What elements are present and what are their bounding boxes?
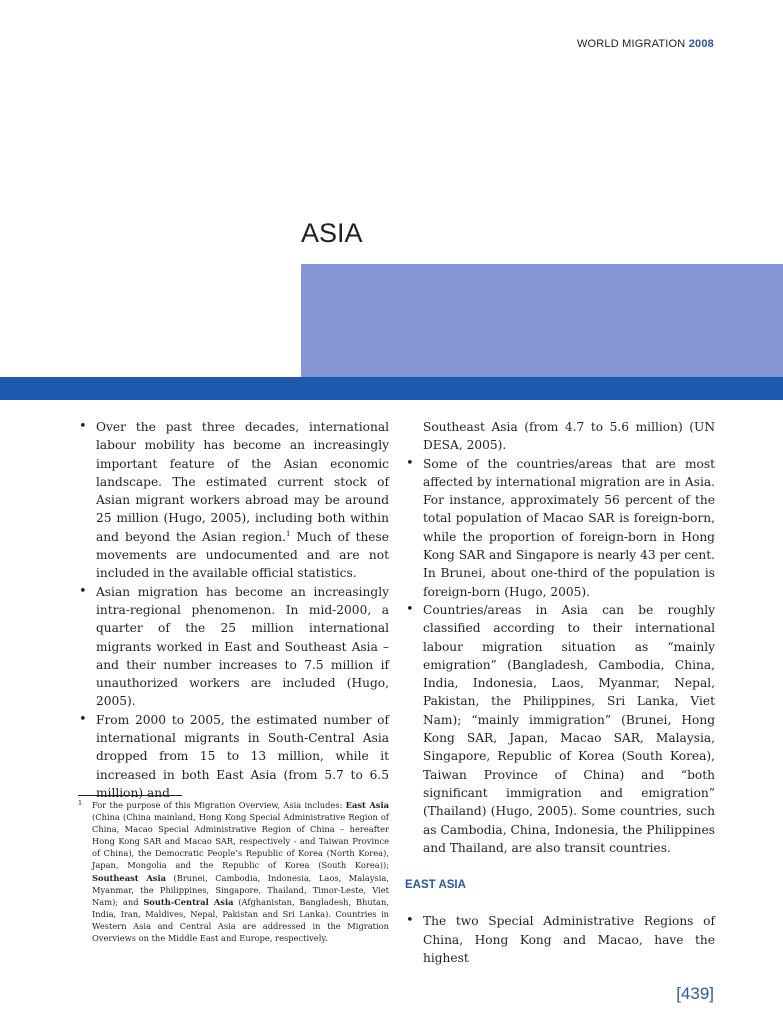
footnote-text: For the purpose of this Migration Overview, Asia includes: <box>92 800 346 810</box>
bullet-text: Asian migration has become an increasingly intra-regional phenomenon. In mid-2000, a quarter of the 25 million international migrants worked in East and Southeast Asia – and their number increases to 7.5 million if unauthorized workers are included (Hugo, 2005). <box>96 584 389 709</box>
publication-name: WORLD MIGRATION <box>576 38 686 50</box>
footnote-text: (Afghanistan, Bangladesh, Bhutan, India, Iran, Maldives, Nepal, Pakistan and Sri Lanka). Countries in Western Asia and Central Asia are addressed in the Migration Overviews on the Middle East and Europe, respectively. <box>92 896 389 944</box>
chapter-title: ASIA <box>301 218 363 248</box>
running-header <box>577 38 714 50</box>
bullet-item <box>78 418 389 583</box>
bullet-text: From 2000 to 2005, the estimated number of international migrants in South-Central Asia dropped from 15 to 13 million, while it increased in both East Asia (from 5.7 to 6.5 million) and <box>96 712 389 800</box>
publication-year: 2008 <box>688 38 714 50</box>
bullet-item <box>405 912 715 967</box>
bullet-text: Countries/areas in Asia can be roughly classified according to their international labour migration situation as “mainly emigration” (Bangladesh, Cambodia, China, India, Indonesia, Laos, Myanmar, Nepal, Pakistan, the Philippines, Sri Lanka, Viet Nam); “mainly immigration” (Brunei, Hong Kong SAR, Japan, Macao SAR, Malaysia, Singapore, Republic of Korea (South Korea), Taiwan Province of China) and “both significant immigration and emigration” (Thailand) (Hugo, 2005). Some countries, such as Cambodia, China, Indonesia, the Philippines and Thailand, are also transit countries. <box>423 602 715 855</box>
footnote-divider <box>78 795 182 796</box>
bullet-text: Some of the countries/areas that are most affected by international migration are in Asia. For instance, approximately 56 percent of the total population of Macao SAR is foreign-born, while the proportion of foreign-born in Hong Kong SAR and Singapore is nearly 43 per cent. In Brunei, about one-third of the population is foreign-born (Hugo, 2005). <box>423 456 715 599</box>
bullet-text: The two Special Administrative Regions of China, Hong Kong and Macao, have the highest <box>423 914 715 966</box>
bullet-item <box>78 711 389 802</box>
footnote-region-south-central-asia: South-Central Asia <box>143 896 234 907</box>
left-column <box>78 418 389 802</box>
footnote-body <box>78 799 389 944</box>
bullet-icon: • <box>79 583 87 599</box>
bullet-item <box>405 601 715 857</box>
footnote <box>78 799 389 944</box>
footnote-region-east-asia: East Asia <box>345 800 389 810</box>
footnote-reference: 1 <box>285 529 291 538</box>
bullet-continuation: Southeast Asia (from 4.7 to 5.6 million) (UN DESA, 2005). <box>423 420 715 453</box>
bullet-text: Much of these movements are undocumented and are not included in the available official statistics. <box>96 529 389 581</box>
decorative-dark-band <box>0 377 783 400</box>
bullet-icon: • <box>79 419 87 434</box>
bullet-icon: • <box>406 913 414 929</box>
footnote-text: (China (China mainland, Hong Kong Special Administrative Region of China, Macao Special Administrative Region of China – hereafter Hong Kong SAR and Macao SAR, respectively - and Taiwan Province of China), the Democratic People’s Republic of Korea (North Korea), Japan, Mongolia and the Republic of Korea (South Korea)); <box>92 812 389 871</box>
footnote-number: 1 <box>78 799 83 807</box>
footnote-region-southeast-asia: Southeast Asia <box>92 872 166 883</box>
bullet-text: Over the past three decades, international labour mobility has become an increasingly important feature of the Asian economic landscape. The estimated current stock of Asian migrant workers abroad may be around 25 million (Hugo, 2005), including both within and beyond the Asian region. <box>96 420 389 544</box>
decorative-light-band <box>301 264 783 377</box>
bullet-item <box>405 455 715 601</box>
footnote-text: (Brunei, Cambodia, Indonesia, Laos, Malaysia, Myanmar, the Philippines, Singapore, Thailand, Timor-Leste, Viet Nam); and <box>92 872 389 907</box>
bullet-item <box>78 583 389 711</box>
bullet-icon: • <box>406 455 414 471</box>
page-number: [439] <box>676 984 714 1003</box>
right-column <box>405 418 715 967</box>
bullet-icon: • <box>79 711 87 727</box>
section-heading: EAST ASIA <box>405 879 466 892</box>
bullet-icon: • <box>406 601 414 617</box>
